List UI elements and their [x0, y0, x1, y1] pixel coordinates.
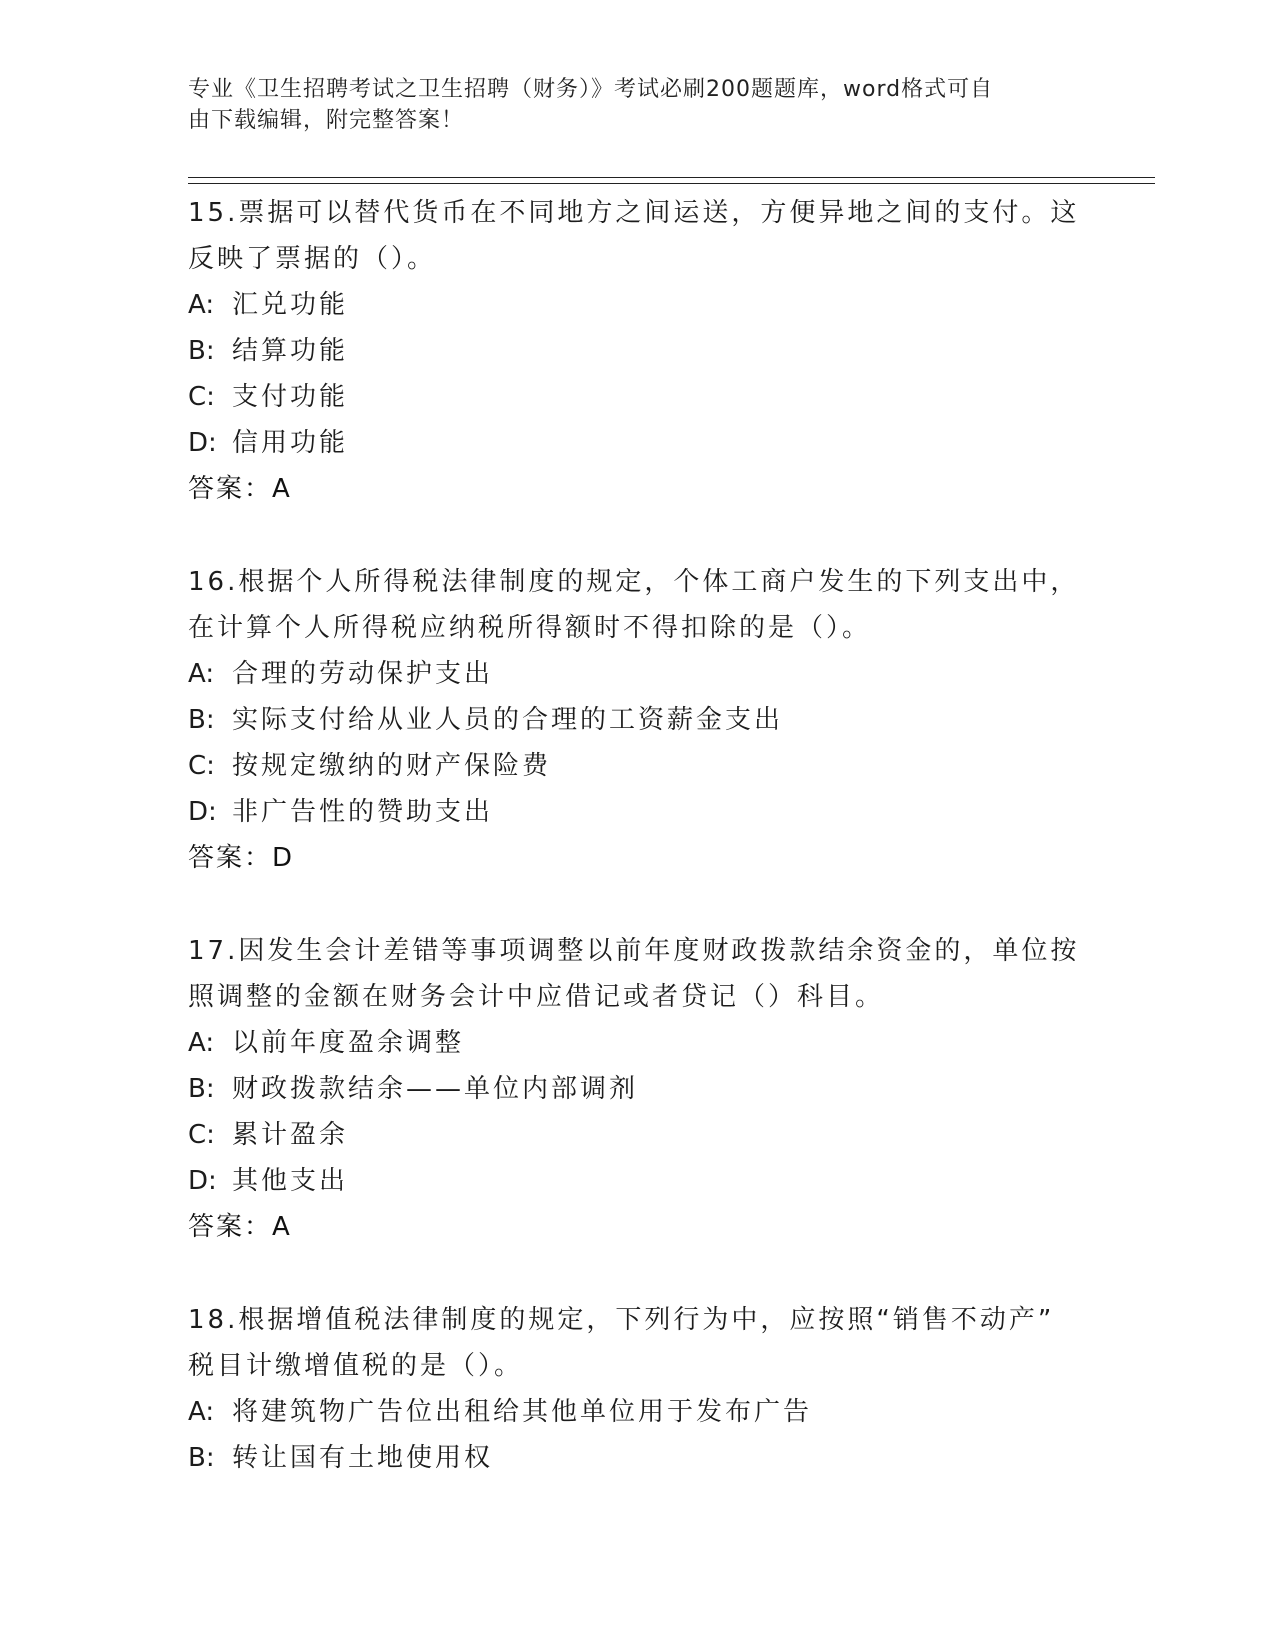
stem-line: 15.票据可以替代货币在不同地方之间运送，方便异地之间的支付。这	[188, 198, 1080, 228]
stem-line: 在计算个人所得税应纳税所得额时不得扣除的是（）。	[188, 613, 872, 643]
option-letter: B:	[188, 1443, 215, 1473]
option-text: 合理的劳动保护支出	[232, 659, 494, 689]
option-d	[188, 789, 1088, 835]
option-c	[188, 374, 1088, 420]
question-list	[188, 190, 1088, 1528]
option-a	[188, 651, 1088, 697]
header-line-1: 专业《卫生招聘考试之卫生招聘（财务）》考试必刷200题题库，word格式可自	[188, 77, 994, 102]
stem-line: 18.根据增值税法律制度的规定，下列行为中，应按照“销售不动产”	[188, 1305, 1055, 1335]
option-text: 将建筑物广告位出租给其他单位用于发布广告	[232, 1397, 813, 1427]
option-text: 汇兑功能	[232, 290, 349, 320]
option-letter: A:	[188, 659, 215, 689]
option-text: 支付功能	[232, 382, 349, 412]
option-text: 财政拨款结余——单位内部调剂	[232, 1074, 639, 1104]
option-letter: B:	[188, 705, 215, 735]
option-text: 结算功能	[232, 336, 349, 366]
header-divider-bottom	[188, 183, 1155, 184]
option-letter: B:	[188, 1074, 215, 1104]
stem-line: 税目计缴增值税的是（）。	[188, 1351, 524, 1381]
option-letter: C:	[188, 382, 215, 412]
option-text: 累计盈余	[232, 1120, 349, 1150]
option-letter: D:	[188, 428, 217, 458]
option-text: 实际支付给从业人员的合理的工资薪金支出	[232, 705, 784, 735]
answer-line: 答案：D	[188, 843, 295, 873]
question-stem	[188, 928, 1088, 1020]
option-text: 以前年度盈余调整	[232, 1028, 465, 1058]
question-18	[188, 1297, 1088, 1481]
stem-line: 17.因发生会计差错等事项调整以前年度财政拨款结余资金的，单位按	[188, 936, 1080, 966]
option-d	[188, 420, 1088, 466]
option-letter: C:	[188, 1120, 215, 1150]
stem-line: 反映了票据的（）。	[188, 244, 437, 274]
option-letter: A:	[188, 1397, 215, 1427]
option-letter: A:	[188, 290, 215, 320]
option-text: 非广告性的赞助支出	[232, 797, 494, 827]
option-text: 按规定缴纳的财产保险费	[232, 751, 552, 781]
option-letter: D:	[188, 1166, 217, 1196]
answer-line: 答案：A	[188, 1212, 292, 1242]
question-stem	[188, 1297, 1088, 1389]
option-a	[188, 1389, 1088, 1435]
document-header	[188, 74, 1088, 136]
option-letter: C:	[188, 751, 215, 781]
option-letter: D:	[188, 797, 217, 827]
stem-line: 16.根据个人所得税法律制度的规定，个体工商户发生的下列支出中，	[188, 567, 1080, 597]
question-16	[188, 559, 1088, 881]
header-divider-top	[188, 177, 1155, 178]
question-17	[188, 928, 1088, 1250]
question-stem	[188, 190, 1088, 282]
option-text: 转让国有土地使用权	[232, 1443, 494, 1473]
option-b	[188, 1066, 1088, 1112]
option-b	[188, 697, 1088, 743]
option-text: 其他支出	[232, 1166, 349, 1196]
option-c	[188, 743, 1088, 789]
option-d	[188, 1158, 1088, 1204]
option-b	[188, 1435, 1088, 1481]
option-letter: B:	[188, 336, 215, 366]
question-15	[188, 190, 1088, 512]
option-letter: A:	[188, 1028, 215, 1058]
stem-line: 照调整的金额在财务会计中应借记或者贷记（）科目。	[188, 982, 885, 1012]
option-a	[188, 282, 1088, 328]
question-stem	[188, 559, 1088, 651]
option-a	[188, 1020, 1088, 1066]
option-b	[188, 328, 1088, 374]
header-line-2: 由下载编辑，附完整答案！	[188, 108, 465, 133]
option-text: 信用功能	[232, 428, 349, 458]
answer-line: 答案：A	[188, 474, 292, 504]
option-c	[188, 1112, 1088, 1158]
